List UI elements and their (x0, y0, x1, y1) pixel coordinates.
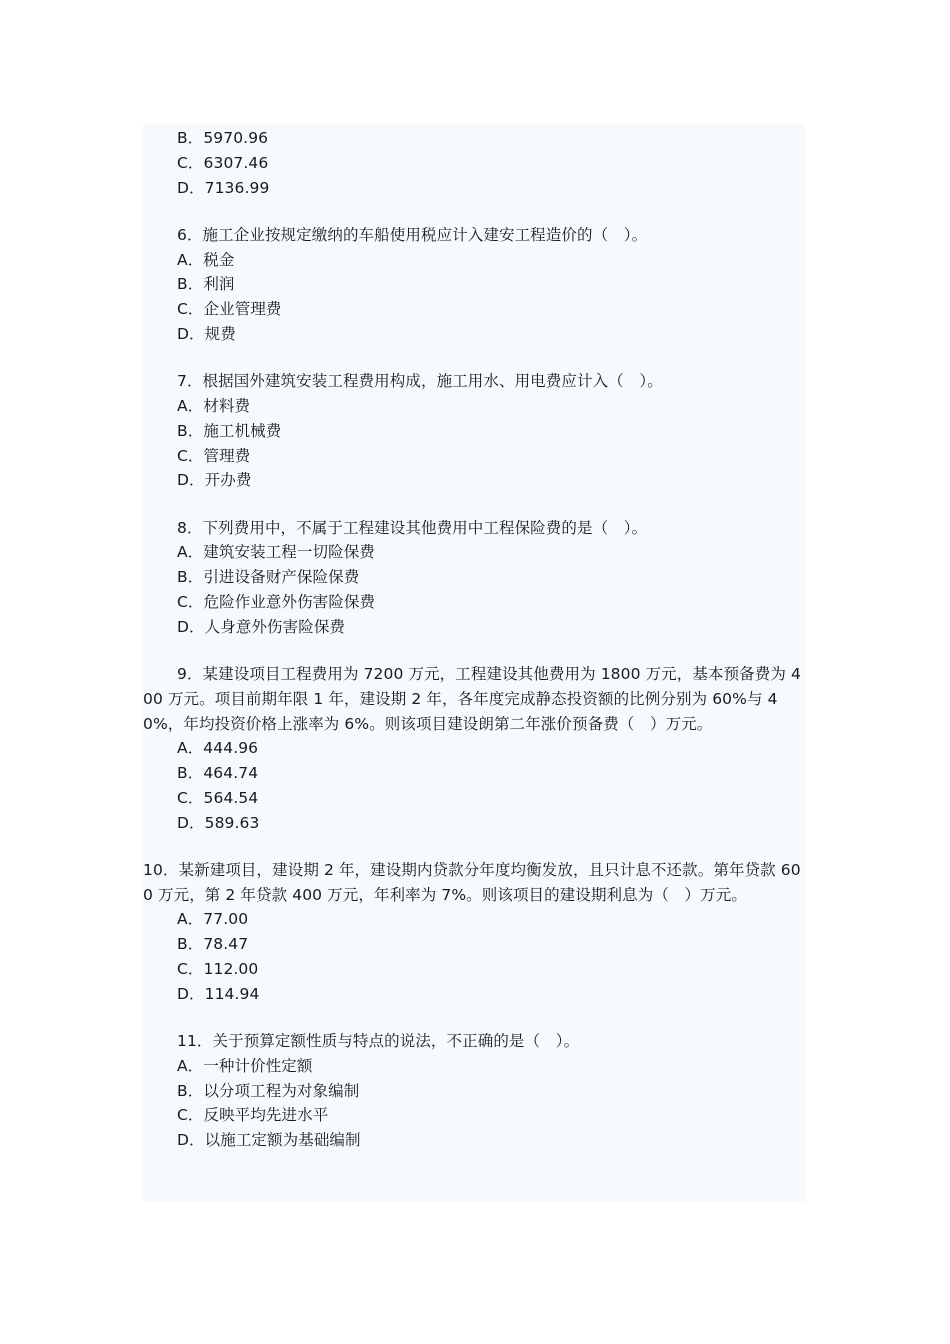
question-stem: 7．根据国外建筑安装工程费用构成，施工用水、用电费应计入（ ）。 (177, 372, 663, 391)
option-b: B．464.74 (177, 764, 259, 783)
option-d: D．规费 (177, 324, 236, 343)
question-stem: 6．施工企业按规定缴纳的车船使用税应计入建安工程造价的（ ）。 (177, 225, 648, 244)
option-d: D．开办费 (177, 471, 252, 490)
question-stem: 10．某新建项目，建设期 2 年，建设期内贷款分年度均衡发放，且只计息不还款。第年贷款 600 万元，第 2 年贷款 400 万元，年利率为 7%。则该项目的建设期利息为（ ）万元。 (143, 860, 801, 904)
option-d: D．589.63 (177, 813, 260, 832)
question-8 (143, 516, 808, 640)
question-7 (143, 369, 808, 493)
option-b: B．5970.96 (177, 129, 269, 147)
option-d: D．以施工定额为基础编制 (177, 1131, 361, 1150)
question-6 (143, 223, 808, 347)
option-a: A．建筑安装工程一切险保费 (177, 543, 375, 562)
option-c: C．6307.46 (177, 153, 269, 172)
question-9 (143, 662, 808, 836)
option-a: A．77.00 (177, 910, 249, 929)
option-c: C．564.54 (177, 788, 259, 807)
option-d: D．人身意外伤害险保费 (177, 617, 346, 636)
document-body (143, 126, 808, 1153)
option-b: B．利润 (177, 275, 235, 294)
question-stem: 8．下列费用中，不属于工程建设其他费用中工程保险费的是（ ）。 (177, 518, 648, 537)
option-b: B．施工机械费 (177, 421, 282, 440)
option-a: A．税金 (177, 250, 235, 269)
question-stem: 9．某建设项目工程费用为 7200 万元，工程建设其他费用为 1800 万元，基本预备费为 400 万元。项目前期年限 1 年，建设期 2 年，各年度完成静态投资额的比例分别为 60%与 40%，年均投资价格上涨率为 6%。则该项目建设朗第二年涨价预备费（ ）万元。 (143, 664, 801, 733)
option-b: B．引进设备财产保险保费 (177, 568, 360, 587)
question-5-continued (143, 126, 808, 200)
option-c: C．管理费 (177, 446, 251, 465)
question-11 (143, 1029, 808, 1153)
option-c: C．反映平均先进水平 (177, 1106, 329, 1125)
option-b: B．以分项工程为对象编制 (177, 1081, 360, 1100)
option-b: B．78.47 (177, 935, 249, 954)
question-stem: 11．关于预算定额性质与特点的说法，不正确的是（ ）。 (177, 1032, 580, 1051)
option-a: A．一种计价性定额 (177, 1056, 313, 1075)
option-d: D．7136.99 (177, 178, 270, 197)
option-c: C．企业管理费 (177, 300, 282, 319)
option-a: A．444.96 (177, 739, 259, 758)
option-a: A．材料费 (177, 396, 251, 415)
option-c: C．危险作业意外伤害险保费 (177, 592, 376, 611)
question-10 (143, 858, 808, 1007)
option-d: D．114.94 (177, 984, 260, 1003)
option-c: C．112.00 (177, 960, 259, 979)
